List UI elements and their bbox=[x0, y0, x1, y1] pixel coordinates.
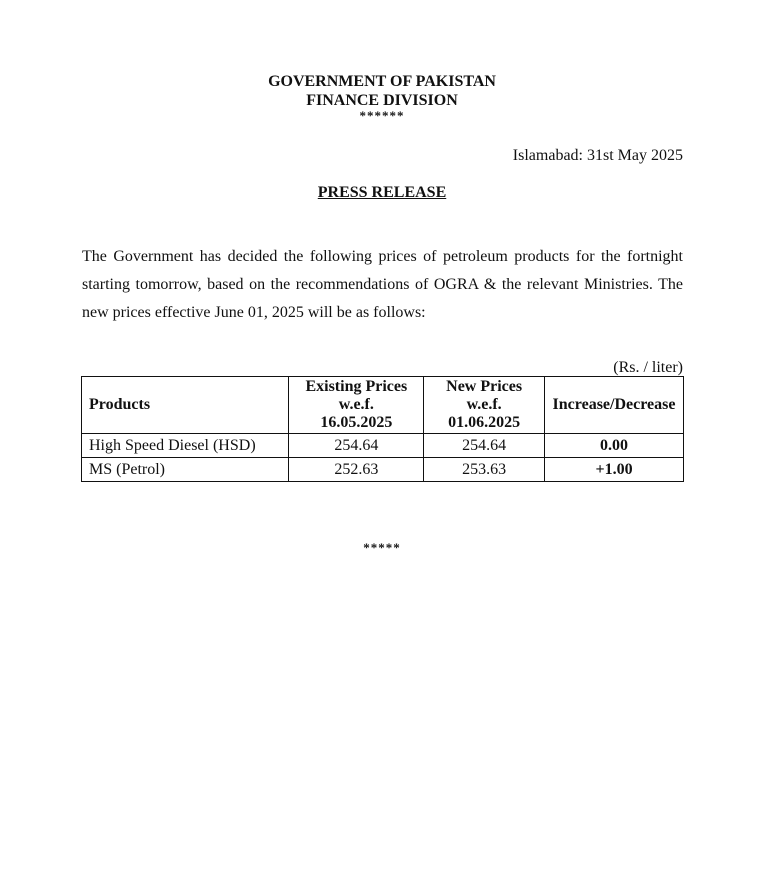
existing-price-cell: 254.64 bbox=[289, 434, 424, 458]
table-row bbox=[82, 458, 684, 482]
change-cell: +1.00 bbox=[545, 458, 684, 482]
table-row bbox=[82, 434, 684, 458]
header-increase-decrease: Increase/Decrease bbox=[545, 377, 684, 434]
header-new-line: 01.06.2025 bbox=[448, 414, 521, 431]
unit-note: (Rs. / liter) bbox=[613, 359, 683, 376]
header-new-prices bbox=[424, 377, 545, 434]
header-new-line: New Prices bbox=[446, 378, 523, 395]
table-header-row bbox=[82, 377, 684, 434]
price-table bbox=[81, 376, 684, 482]
header-existing-line: w.e.f. bbox=[338, 396, 374, 413]
division-heading: FINANCE DIVISION bbox=[306, 92, 458, 109]
header-separator-stars: ****** bbox=[359, 108, 405, 123]
header-existing-line: Existing Prices bbox=[305, 378, 408, 395]
press-release-title bbox=[0, 183, 764, 202]
header-existing-line: 16.05.2025 bbox=[320, 414, 393, 431]
end-separator-stars: ***** bbox=[363, 540, 401, 555]
new-price-cell: 253.63 bbox=[424, 458, 545, 482]
header-existing-prices bbox=[289, 377, 424, 434]
product-cell: MS (Petrol) bbox=[82, 458, 289, 482]
press-release-title-text: PRESS RELEASE bbox=[317, 184, 447, 201]
product-cell: High Speed Diesel (HSD) bbox=[82, 434, 289, 458]
body-paragraph: The Government has decided the following prices of petroleum products for the fortnight starting tomorrow, based on the recommendations of OGRA & the relevant Ministries. The new prices effective June 01, 2025 will be as follows: bbox=[82, 248, 683, 321]
dateline: Islamabad: 31st May 2025 bbox=[512, 147, 683, 164]
change-cell: 0.00 bbox=[545, 434, 684, 458]
new-price-cell: 254.64 bbox=[424, 434, 545, 458]
government-heading: GOVERNMENT OF PAKISTAN bbox=[268, 73, 496, 90]
header-new-line: w.e.f. bbox=[466, 396, 502, 413]
existing-price-cell: 252.63 bbox=[289, 458, 424, 482]
header-products: Products bbox=[82, 377, 289, 434]
